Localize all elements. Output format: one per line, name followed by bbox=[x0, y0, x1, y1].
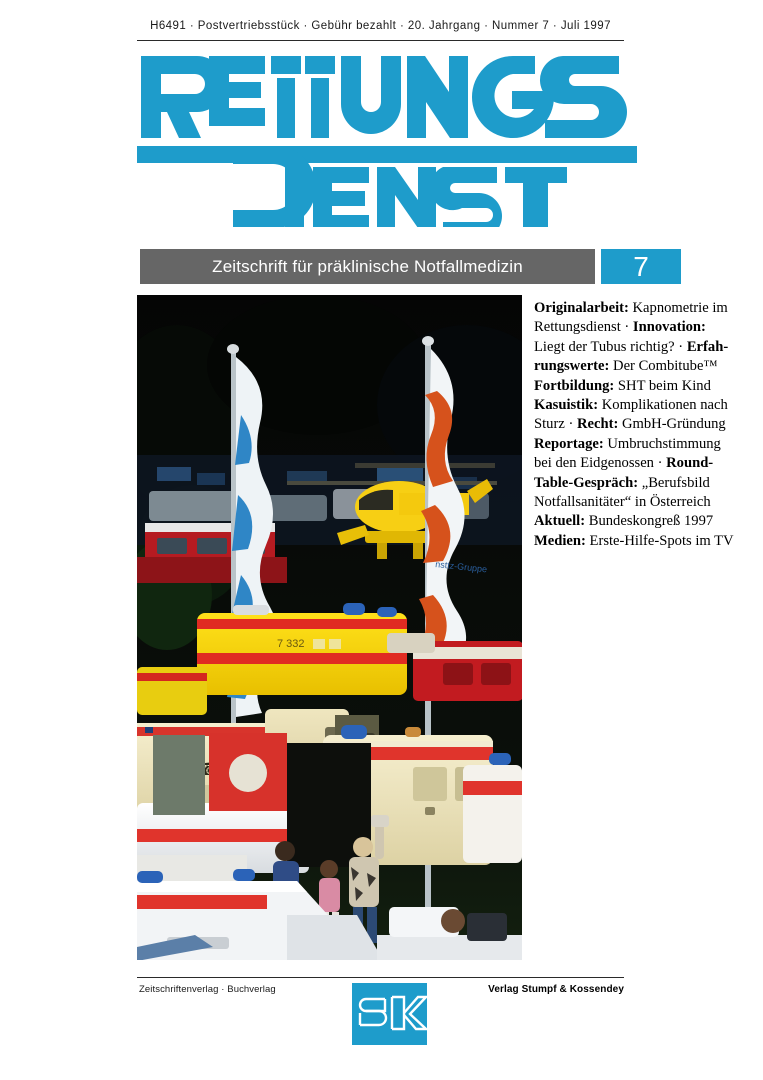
contents-heading: Erfahrungswerte: bbox=[534, 338, 729, 375]
svg-text:nsttz-Gruppe: nsttz-Gruppe bbox=[434, 559, 488, 575]
contents-text: „Berufsbild Notfallsanitäter“ in Österreich bbox=[534, 474, 711, 511]
subtitle-bar bbox=[140, 249, 595, 284]
contents-text: SHT beim Kind bbox=[614, 377, 711, 394]
subtitle-text: Zeitschrift für präklinische Notfallmedizin bbox=[212, 256, 523, 276]
publisher-name: Verlag Stumpf & Kossendey bbox=[488, 984, 624, 995]
contents-text: Komplikationen nach Sturz · bbox=[534, 397, 728, 433]
contents-text: Der Combitube™ bbox=[609, 358, 718, 375]
contents-text: GmbH-Gründung bbox=[618, 416, 726, 433]
issue-number-box bbox=[601, 249, 681, 284]
contents-text: Liegt der Tubus richtig? · bbox=[534, 338, 687, 355]
publisher-type: Zeitschriftenverlag · Buchverlag bbox=[139, 984, 276, 995]
contents-text: Kapnometrie im Rettungsdienst · bbox=[534, 300, 728, 336]
sk-publisher-logo bbox=[352, 983, 427, 1045]
contents-heading: Medien: bbox=[534, 532, 586, 549]
contents-heading: Aktuell: bbox=[534, 513, 586, 530]
masthead-logo bbox=[137, 52, 637, 227]
contents-text: Erste-Hilfe-Spots im TV bbox=[585, 532, 734, 549]
contents-heading: Kasuistik: bbox=[534, 397, 599, 414]
contents-heading: Innovation: bbox=[632, 319, 706, 336]
header-rule bbox=[137, 40, 624, 41]
contents-heading: Round-Table-Gespräch: bbox=[534, 455, 714, 491]
footer-rule bbox=[137, 977, 624, 978]
contents-heading: Originalarbeit: bbox=[534, 300, 629, 316]
cover-photo bbox=[137, 295, 522, 960]
postal-info-line: H6491 · Postvertriebsstück · Gebühr bezahlt · 20. Jahrgang · Nummer 7 · Juli 1997 bbox=[150, 20, 611, 32]
contents-text: Bundeskongreß 1997 bbox=[585, 513, 714, 530]
contents-heading: Recht: bbox=[576, 416, 619, 433]
contents-heading: Fortbildung: bbox=[534, 377, 615, 394]
contents-heading: Reportage: bbox=[534, 435, 604, 452]
svg-text:7 332: 7 332 bbox=[277, 638, 305, 650]
contents-list bbox=[534, 299, 737, 551]
contents-text: Umbruchstimmung bei den Eidgenossen · bbox=[534, 435, 721, 472]
issue-number: 7 bbox=[633, 250, 649, 282]
